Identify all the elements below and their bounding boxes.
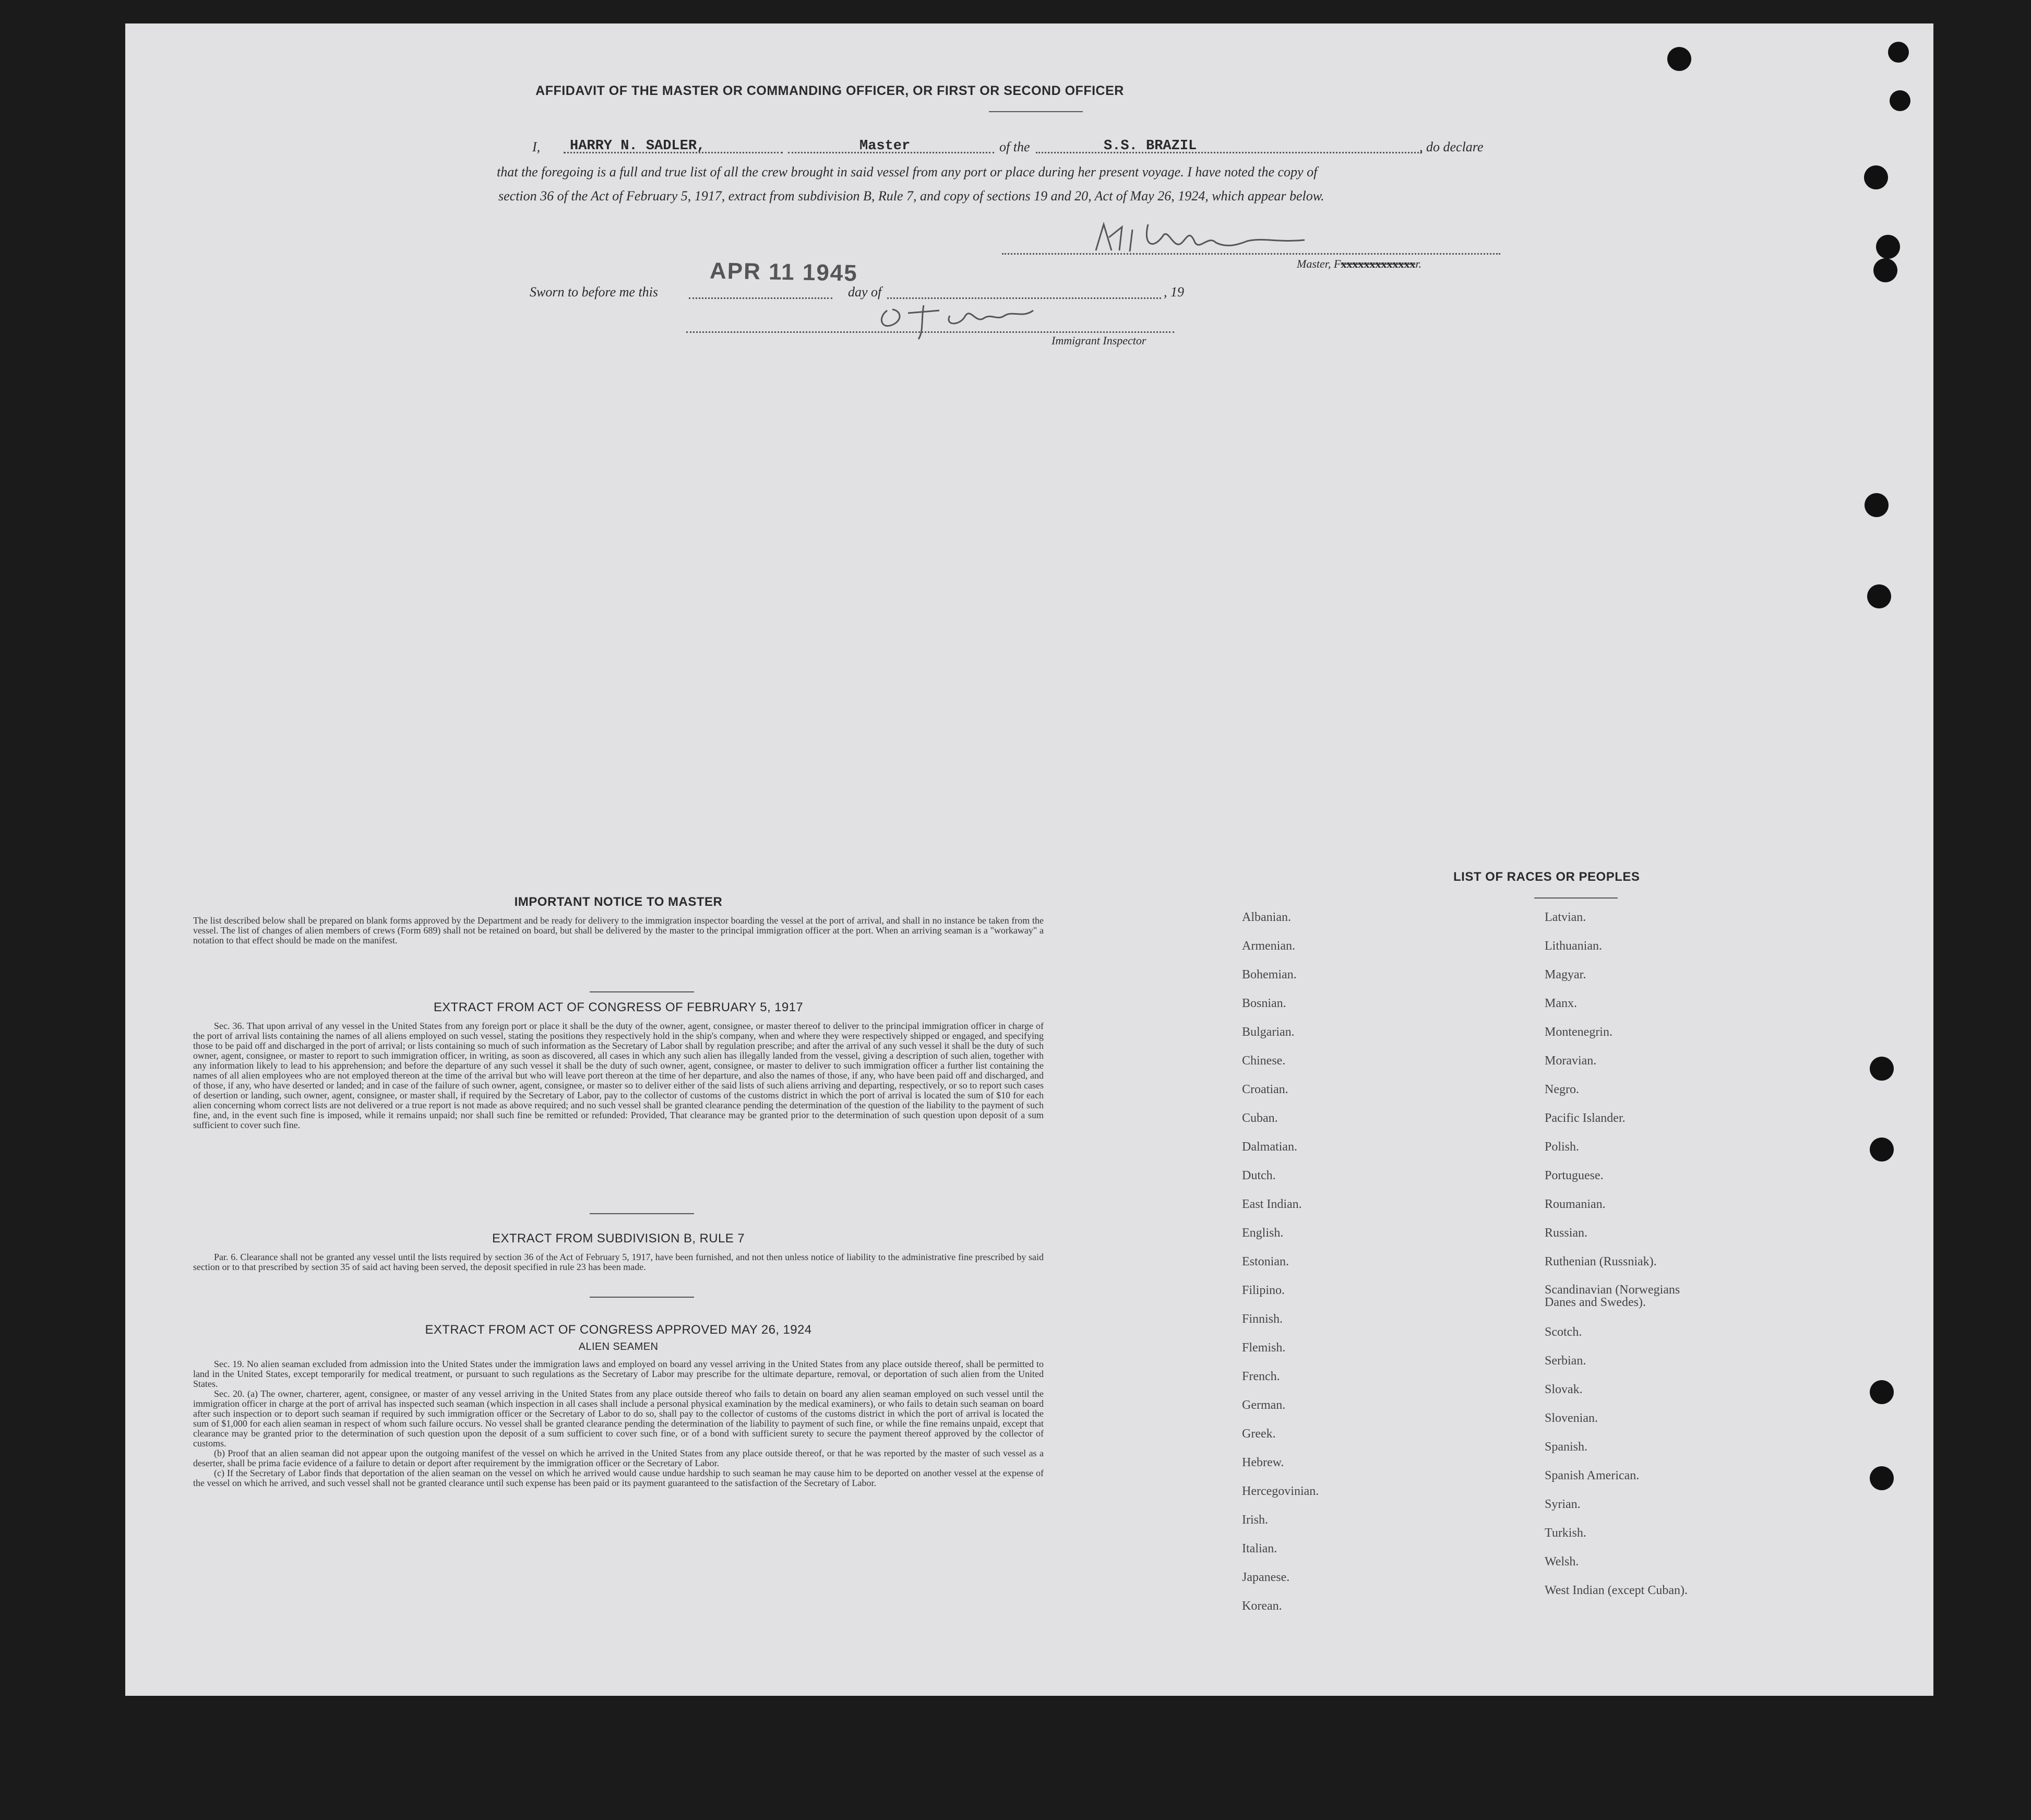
extract-1917-title: EXTRACT FROM ACT OF CONGRESS OF FEBRUARY 5, 1917 xyxy=(433,1000,804,1014)
race-item: Spanish American. xyxy=(1545,1469,1640,1482)
punch-hole xyxy=(1870,1057,1894,1081)
race-item: Scandinavian (Norwegians Danes and Swedes). xyxy=(1545,1283,1680,1309)
race-item: Roumanian. xyxy=(1545,1198,1606,1211)
race-item: Latvian. xyxy=(1545,911,1586,924)
race-item: Japanese. xyxy=(1242,1571,1290,1584)
declaration-line xyxy=(532,139,1628,158)
race-item: Dutch. xyxy=(1242,1169,1276,1182)
punch-hole xyxy=(1890,90,1910,111)
title-underline xyxy=(989,111,1083,112)
inspector-caption: Immigrant Inspector xyxy=(1052,334,1146,347)
rule7-title: EXTRACT FROM SUBDIVISION B, RULE 7 xyxy=(492,1231,745,1246)
race-item: French. xyxy=(1242,1370,1280,1383)
master-caption: Master, Fxxxxxxxxxxxxxr. xyxy=(1297,257,1421,270)
notice-title: IMPORTANT NOTICE TO MASTER xyxy=(514,895,723,909)
race-item: Bohemian. xyxy=(1242,968,1297,981)
sec19-text: Sec. 19. No alien seaman excluded from admission into the United States under the immigration laws and employed on board any vessel arriving in the United States from any place outside thereof, shall be permitted to land in the United States, except temporarily for medical treatment, or pursuant to such regulations as the Secretary of Labor may prescribe for the ultimate departure, removal, or deportation of such alien from the United States. xyxy=(193,1359,1044,1389)
i-label: I, xyxy=(532,139,541,154)
extract-1924-subtitle: ALIEN SEAMEN xyxy=(578,1341,659,1352)
statement-line-1: that the foregoing is a full and true list of all the crew brought in said vessel from any port or place during her present voyage. I have noted the copy of xyxy=(497,164,1318,179)
punch-hole xyxy=(1667,47,1691,71)
inspector-signature xyxy=(871,295,1059,342)
master-signature xyxy=(1091,214,1310,261)
punch-hole xyxy=(1870,1138,1894,1162)
vessel-name: S.S. BRAZIL xyxy=(1104,138,1197,154)
sec20a-text: Sec. 20. (a) The owner, charterer, agent, consignee, or master of any vessel arriving in the United States from any place outside thereof who fails to detain on board any alien seaman employed on such vessel until the immigration officer in charge at the port of arrival has inspected such seaman (which inspection in all cases shall include a personal physical examination by the medical examiners), or who fails to detain such seaman on board after such inspection or to deport such seaman if required by such immigration officer or the Secretary of Labor to do so, shall pay to the collector of customs of the customs district in which the port of arrival is located the sum of $1,000 for each alien seaman in respect of whom such failure occurs. No vessel shall be granted clearance pending the determination of the liability to payment of such fine, or while the fine remains unpaid, except that clearance may be granted prior to the determination of such question upon the deposit of a sum sufficient to cover such fine, or of a bond with sufficient surety to secure the payment thereof approved by the collector of customs. xyxy=(193,1388,1044,1448)
punch-hole xyxy=(1865,493,1889,517)
races-left-column xyxy=(1242,911,1503,1628)
date-stamp: APR 11 1945 xyxy=(709,258,858,286)
race-item: Portuguese. xyxy=(1545,1169,1604,1182)
race-item: Bulgarian. xyxy=(1242,1025,1295,1039)
race-item: Greek. xyxy=(1242,1427,1276,1441)
race-item: English. xyxy=(1242,1226,1284,1240)
race-item: Lithuanian. xyxy=(1545,939,1602,953)
race-item: Ruthenian (Russniak). xyxy=(1545,1255,1657,1268)
race-item: Polish. xyxy=(1545,1140,1580,1154)
race-item: Korean. xyxy=(1242,1599,1282,1613)
race-item: Dalmatian. xyxy=(1242,1140,1297,1154)
sec20b-text: (b) Proof that an alien seaman did not appear upon the outgoing manifest of the vessel on which he arrived in the United States from any place outside thereof, or that he was reported by the master of such vessel as a deserter, shall be prima facie evidence of a failure to detain or deport after requirement by the immigration officer or the Secretary of Labor. xyxy=(193,1448,1044,1468)
day-of-label: day of xyxy=(848,284,882,300)
race-item: Pacific Islander. xyxy=(1545,1111,1626,1125)
race-item: Hebrew. xyxy=(1242,1456,1284,1469)
extract-1924-title: EXTRACT FROM ACT OF CONGRESS APPROVED MAY 26, 1924 xyxy=(425,1323,812,1337)
race-item: Welsh. xyxy=(1545,1555,1579,1568)
punch-hole xyxy=(1867,584,1891,608)
punch-hole xyxy=(1870,1380,1894,1404)
race-item: Bosnian. xyxy=(1242,997,1286,1010)
race-item: Moravian. xyxy=(1545,1054,1597,1068)
race-item: Syrian. xyxy=(1545,1498,1581,1511)
race-item: Estonian. xyxy=(1242,1255,1289,1268)
year-label: , 19 xyxy=(1164,284,1184,300)
race-item: Chinese. xyxy=(1242,1054,1286,1068)
race-item: West Indian (except Cuban). xyxy=(1545,1584,1688,1597)
race-item: Italian. xyxy=(1242,1542,1277,1555)
race-item: Magyar. xyxy=(1545,968,1586,981)
document-page xyxy=(125,23,1933,1696)
race-item: Cuban. xyxy=(1242,1111,1278,1125)
punch-hole xyxy=(1864,165,1888,189)
race-item: Finnish. xyxy=(1242,1312,1283,1326)
race-item: East Indian. xyxy=(1242,1198,1302,1211)
do-declare-label: , do declare xyxy=(1419,139,1484,154)
punch-hole xyxy=(1873,258,1897,282)
race-item: Irish. xyxy=(1242,1513,1268,1527)
punch-hole xyxy=(1888,42,1909,63)
races-right-column xyxy=(1545,911,1837,1612)
master-name: HARRY N. SADLER, xyxy=(570,138,706,154)
affidavit-title: AFFIDAVIT OF THE MASTER OR COMMANDING OFFICER, OR FIRST OR SECOND OFFICER xyxy=(535,83,1124,98)
notice-body: The list described below shall be prepared on blank forms approved by the Department and be ready for delivery to the immigration inspector boarding the vessel at the port of arrival, and shall in no instance be taken from the vessel. The list of changes of alien members of crews (Form 689) shall not be retained on board, but shall be delivered by the master to the principal immigration officer at the port. When an arriving seaman is a "workaway" a notation to that effect should be made on the manifest. xyxy=(193,915,1044,945)
of-the-label: of the xyxy=(999,139,1030,154)
race-item: Turkish. xyxy=(1545,1526,1586,1540)
race-item: Scotch. xyxy=(1545,1325,1582,1339)
races-title: LIST OF RACES OR PEOPLES xyxy=(1453,870,1640,884)
race-item: Serbian. xyxy=(1545,1354,1586,1368)
race-item: Russian. xyxy=(1545,1226,1588,1240)
race-item: Negro. xyxy=(1545,1083,1579,1096)
race-item: Slovenian. xyxy=(1545,1411,1598,1425)
extract-1917-body: Sec. 36. That upon arrival of any vessel in the United States from any foreign port or place it shall be the duty of the owner, agent, consignee, or master thereof to deliver to the principal immigration officer in charge of the port of arrival lists containing the names of all aliens employed on such vessel, stating the positions they respectively hold in the ship's company, when and where they were respectively shipped or engaged, and specifying those to be paid off and discharged in the port of arrival; or lists containing so much of such information as the Secretary of Labor shall by regulation prescribe; and after the arrival of any such vessel it shall be the duty of such owner, agent, consignee, or master to report to such immigration officer, in writing, as soon as discovered, all cases in which any such alien has illegally landed from the vessel, giving a description of such alien, together with any information likely to lead to his apprehension; and before the departure of any such vessel it shall be the duty of such owner, agent, consignee, or master to deliver to such immigration officer a further list containing the names of all alien employees who are not employed thereon at the time of the arrival but who will leave port thereon at the time of her departure, and also the names of those, if any, who have been paid off and discharged, and of those, if any, who have deserted or landed; and in case of the failure of such owner, agent, consignee, or master so to deliver either of the said lists of such aliens arriving and departing, respectively, or so to report such cases of desertion or landing, such owner, agent, consignee, or master shall, if required by the Secretary of Labor, pay to the collector of customs of the customs district in which the port of arrival is located the sum of $10 for each alien concerning whom correct lists are not delivered or a true report is not made as above required; and no such vessel shall be granted clearance pending the determination of the question of the liability to the payment of such fine, and, in the event such fine is imposed, while it remains unpaid; nor shall such fine be remitted or refunded: Provided, That clearance may be granted prior to the determination of such question upon deposit of a sum sufficient to cover such fine. xyxy=(193,1021,1044,1130)
statement-line-2: section 36 of the Act of February 5, 1917, extract from subdivision B, Rule 7, and copy of sections 19 and 20, Act of May 26, 1924, which appear below. xyxy=(498,188,1324,203)
race-item: Filipino. xyxy=(1242,1284,1285,1297)
race-item: Flemish. xyxy=(1242,1341,1286,1355)
sec20c-text: (c) If the Secretary of Labor finds that deportation of the alien seaman on the vessel on which he arrived would cause undue hardship to such seaman he may cause him to be deported on another vessel at the expense of the vessel on which he arrived, and such vessel shall not be granted clearance until such expense has been paid or its payment guaranteed to the satisfaction of the Secretary of Labor. xyxy=(193,1468,1044,1488)
race-item: German. xyxy=(1242,1398,1286,1412)
punch-hole xyxy=(1870,1466,1894,1490)
race-item: Spanish. xyxy=(1545,1440,1588,1454)
extract-1924-body xyxy=(193,1359,1044,1488)
race-item: Albanian. xyxy=(1242,911,1291,924)
punch-hole xyxy=(1876,235,1900,259)
race-item: Croatian. xyxy=(1242,1083,1288,1096)
race-item: Hercegovinian. xyxy=(1242,1484,1319,1498)
race-item: Manx. xyxy=(1545,997,1577,1010)
sworn-label: Sworn to before me this xyxy=(530,284,659,300)
race-item: Montenegrin. xyxy=(1545,1025,1612,1039)
race-item: Slovak. xyxy=(1545,1383,1583,1396)
rule7-body: Par. 6. Clearance shall not be granted any vessel until the lists required by section 36 of the Act of February 5, 1917, have been furnished, and not then unless notice of liability to the administrative fine prescribed by said section or to that prescribed by section 35 of said act having been served, the deposit specified in rule 23 has been made. xyxy=(193,1252,1044,1272)
master-rank: Master xyxy=(859,138,911,154)
race-item: Armenian. xyxy=(1242,939,1295,953)
